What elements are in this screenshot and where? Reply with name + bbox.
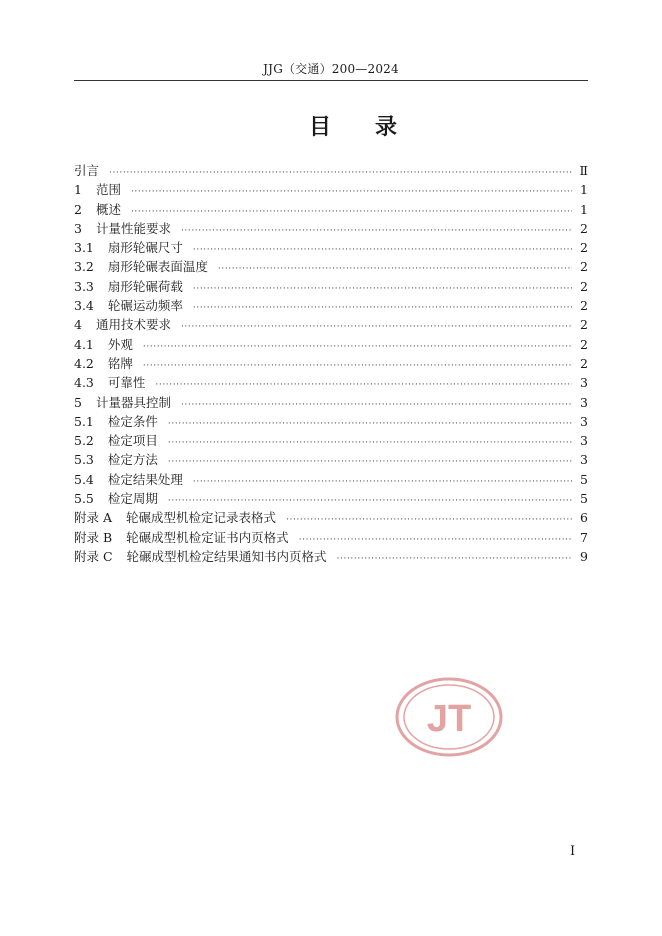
toc-entry[interactable] (74, 393, 588, 412)
toc-entry-number: 附录 C (74, 548, 113, 564)
toc-entry[interactable] (74, 161, 588, 180)
toc-entry[interactable] (74, 315, 588, 334)
toc-entry-label: 扇形轮碾尺寸 (107, 240, 183, 256)
toc-entry-number: 4 (74, 317, 82, 333)
toc-entry[interactable] (74, 431, 588, 450)
toc-entry-number: 4.2 (74, 355, 94, 371)
toc-entry-page: 5 (580, 491, 588, 507)
toc-entry-number: 5.1 (74, 413, 94, 429)
dot-leader (193, 245, 572, 255)
toc-entry[interactable] (74, 200, 588, 219)
toc-entry[interactable] (74, 354, 588, 373)
toc-entry[interactable] (74, 547, 588, 566)
toc-entry-label: 检定周期 (107, 491, 158, 507)
toc-entry[interactable] (74, 470, 588, 489)
toc-entry-page: 2 (580, 317, 588, 333)
toc-entry-number: 3.4 (74, 298, 94, 314)
toc-entry[interactable] (74, 257, 588, 276)
toc-entry-label: 外观 (107, 336, 133, 352)
dot-leader (155, 380, 572, 390)
toc-entry-number: 附录 A (74, 510, 113, 526)
toc-entry-page: 7 (580, 529, 588, 545)
toc-entry-number: 5.2 (74, 433, 94, 449)
dot-leader (168, 496, 572, 506)
dot-leader (193, 303, 572, 313)
toc-entry-page: 2 (580, 278, 588, 294)
toc-entry[interactable] (74, 373, 588, 392)
toc-entry-number: 3.3 (74, 278, 94, 294)
toc-entry-label: 计量性能要求 (95, 220, 171, 236)
toc-entry-label: 铭牌 (107, 355, 133, 371)
toc-entry-label: 检定结果处理 (107, 471, 183, 487)
toc-entry[interactable] (74, 219, 588, 238)
toc-entry-label: 扇形轮碾表面温度 (107, 259, 208, 275)
page-number: I (570, 844, 576, 859)
toc-entry-label: 通用技术要求 (95, 317, 171, 333)
dot-leader (193, 284, 572, 294)
toc-entry[interactable] (74, 450, 588, 469)
jt-logo-text: JT (426, 698, 472, 740)
dot-leader (168, 457, 572, 467)
toc-entry[interactable] (74, 412, 588, 431)
table-of-contents (74, 161, 588, 566)
toc-entry-page: 3 (580, 375, 588, 391)
toc-entry-page: 2 (580, 298, 588, 314)
toc-entry[interactable] (74, 180, 588, 199)
toc-entry[interactable] (74, 277, 588, 296)
toc-entry-page: 1 (580, 182, 588, 198)
dot-leader (181, 400, 572, 410)
toc-entry-number: 4.3 (74, 375, 94, 391)
dot-leader (143, 342, 572, 352)
toc-entry-page: 3 (580, 452, 588, 468)
toc-entry-number: 1 (74, 182, 82, 198)
toc-entry-number: 4.1 (74, 336, 94, 352)
toc-entry-number: 2 (74, 201, 82, 217)
dot-leader (181, 226, 572, 236)
dot-leader (337, 554, 572, 564)
toc-entry[interactable] (74, 238, 588, 257)
toc-entry[interactable] (74, 296, 588, 315)
dot-leader (193, 477, 572, 487)
toc-entry-page: Ⅱ (579, 163, 588, 178)
toc-entry-page: 2 (580, 259, 588, 275)
toc-entry-number: 3 (74, 220, 82, 236)
toc-entry[interactable] (74, 508, 588, 527)
toc-entry-label: 检定方法 (107, 452, 158, 468)
toc-entry-label: 轮碾成型机检定结果通知书内页格式 (126, 548, 327, 564)
toc-entry-label: 轮碾运动频率 (107, 298, 183, 314)
dot-leader (131, 187, 572, 197)
toc-entry-page: 1 (580, 201, 588, 217)
toc-entry[interactable] (74, 528, 588, 547)
toc-entry-label: 可靠性 (107, 375, 146, 391)
toc-entry-label: 检定条件 (107, 413, 158, 429)
toc-entry-label: 计量器具控制 (95, 394, 171, 410)
toc-entry-number: 5 (74, 394, 82, 410)
dot-leader (168, 419, 572, 429)
toc-entry-label: 扇形轮碾荷载 (107, 278, 183, 294)
toc-entry-label: 检定项目 (107, 433, 158, 449)
dot-leader (168, 438, 572, 448)
dot-leader (143, 361, 572, 371)
toc-entry-page: 2 (580, 240, 588, 256)
dot-leader (218, 264, 572, 274)
toc-entry-number: 5.3 (74, 452, 94, 468)
toc-entry[interactable] (74, 489, 588, 508)
toc-entry-label: 轮碾成型机检定证书内页格式 (126, 529, 289, 545)
toc-entry-label: 范围 (95, 182, 121, 198)
toc-entry-page: 6 (580, 510, 588, 526)
dot-leader (286, 515, 572, 525)
toc-entry-page: 3 (580, 394, 588, 410)
dot-leader (181, 322, 572, 332)
dot-leader (299, 535, 572, 545)
toc-entry[interactable] (74, 335, 588, 354)
toc-entry-label: 概述 (95, 201, 121, 217)
dot-leader (109, 168, 572, 178)
toc-entry-number: 3.2 (74, 259, 94, 275)
page-title: 目录 (308, 114, 441, 140)
toc-entry-page: 9 (580, 548, 588, 564)
toc-entry-page: 2 (580, 355, 588, 371)
header-rule (74, 80, 588, 81)
toc-entry-label: 引言 (74, 163, 100, 178)
toc-entry-number: 附录 B (74, 529, 113, 545)
toc-entry-page: 2 (580, 336, 588, 352)
toc-entry-number: 5.4 (74, 471, 94, 487)
toc-entry-page: 2 (580, 220, 588, 236)
dot-leader (131, 207, 572, 217)
toc-entry-page: 5 (580, 471, 588, 487)
document-header: JJG（交通）200—2024 (263, 62, 399, 76)
toc-entry-page: 3 (580, 413, 588, 429)
toc-entry-page: 3 (580, 433, 588, 449)
toc-entry-label: 轮碾成型机检定记录表格式 (126, 510, 277, 526)
jt-logo-watermark (394, 676, 504, 758)
toc-entry-number: 5.5 (74, 491, 94, 507)
toc-entry-number: 3.1 (74, 240, 94, 256)
